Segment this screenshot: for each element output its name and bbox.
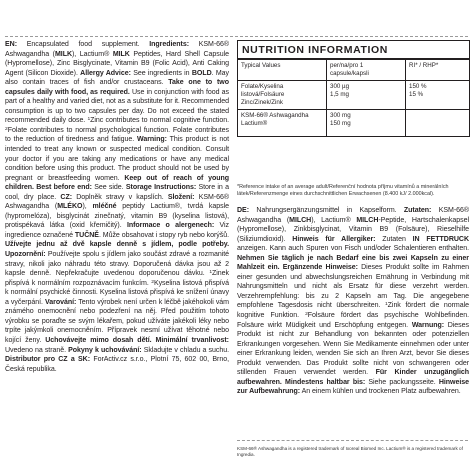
value-lactium: 150 mg xyxy=(330,120,351,127)
top-divider xyxy=(5,36,468,37)
nutrition-header-per-capsule: per/na/pro 1 capsule/kapsli xyxy=(327,60,406,80)
label-text-de xyxy=(237,206,469,397)
nutrient-ashwagandha: KSM-66® Ashwagandha xyxy=(241,112,309,119)
ri-folate: 150 % xyxy=(409,83,427,90)
nutrition-title: NUTRITION INFORMATION xyxy=(238,41,469,59)
label-text-en-cz xyxy=(5,40,229,374)
value-zinc: 1,5 mg xyxy=(330,91,349,98)
de-paragraph: DE: Nahrungsergänzungsmittel in Kapselform. Zutaten: KSM-66® Ashwagandha (MILCH), Lactium® MILCH-Peptide, Hartschalenkapsel (Hypromellose), Zinkbisglycinat, Vitamin B9 (Folsäure), Rieselhilfe (Siliziumdioxid). Hinweis für Allergiker: Zutaten IN FETTDRUCK anzeigen. Kann auch Spuren von Fisch und/oder Schalentieren enthalten. Nehmen Sie täglich je nach Bedarf eine bis zwei Kapseln zu einer Mahlzeit ein. Ergänzende Hinweise: Dieses Produkt sollte im Rahmen einer gesunden und abwechslungsreichen Ernährung in Verbindung mit Nahrungsmitteln und nicht als Ersatz für diese verzehrt werden. Verzehrempfehlung: bis zu 2 Kapseln am Tag. Die angegebene empfohlene Tagesdosis nicht überschreiten. $^1$Zink fördert die normale kognitive Funktion. $^2$Folsäure fördert das psychische Wohlbefinden. Folsäure wirkt Müdigkeit und Erschöpfung entgegen. Warnung: Dieses Produkt ist nicht zur Behandlung von bekannten oder potenziellen Erkrankungen vorgesehen. Wenn Sie Medikamente einnehmen oder unter einer Erkrankung leiden, wenden Sie sich an Ihren Arzt, bevor Sie dieses Produkt verwenden. Das Produkt sollte nicht von schwangeren oder stillenden Frauen verwendet werden. Für Kinder unzugänglich aufbewahren. Mindestens haltbar bis: Siehe packungsseite. Hinweise zur Aufbewahrung: An einem kühlen und trockenen Platz aufbewahren. xyxy=(237,207,469,396)
trademark-notice: KSM-66® Ashwagandha is a registered trademark of Ixoreal Biomed Inc. Lactium® is a registered trademark of Ingredia. xyxy=(237,446,463,457)
nutrition-row-actives xyxy=(238,109,469,136)
nutrition-header-row xyxy=(238,59,469,80)
nutrition-row-vitamins xyxy=(238,80,469,109)
nutrition-header-typical: Typical Values xyxy=(238,60,327,80)
value-folate: 300 µg xyxy=(330,83,350,90)
nutrient-folate: Folate/Kyselina listová/Folsäure xyxy=(241,83,285,98)
value-ashwagandha: 300 mg xyxy=(330,112,351,119)
ri-zinc: 15 % xyxy=(409,91,424,98)
ri-actives xyxy=(406,110,469,136)
nutrient-zinc: Zinc/Zinek/Zink xyxy=(241,99,283,106)
bottom-divider xyxy=(237,440,468,441)
nutrition-table xyxy=(237,40,470,137)
en-paragraph: EN: Encapsulated food supplement. Ingredients: KSM-66® Ashwagandha (MILK), Lactium® MILK Peptides, Hard Shell Capsule (Hypromellose), Zinc Bisglycinate, Vitamin B9 (Folic Acid), Anti Caking Agent (Silicon Dioxide). Allergy Advice: See ingredients in BOLD. May also contain traces of fish and/or crustaceans. Take one to two capsules daily with food, as required. Use in conjunction with food as part of a healthy and varied diet, not as a substitute for it. Recommended consumption is up to two capsules per day. Do not exceed the stated recommended daily dose. $^1$Zinc contributes to normal cognitive function. $^2$Folate contributes to normal psychological function. Folate contributes to the reduction of tiredness and fatigue. Warning: This product is not intended to treat any known or suspected medical condition. Consult your doctor if you are taking any medications or have any medical condition before using this product. The product should not be used by pregnant or breastfeeding women. Keep out of reach of young children. Best before end: See side. Storage Instructions: Store in a cool, dry place. CZ: Doplněk stravy v kapslích. Složení: KSM-66® Ashwagandha (MLÉKO), mléčné peptidy Lactium®, tvrdá kapsle (hypromelóza), bisglycinát zinečnatý, vitamin B9 (kyselina listová), protispékavá látka (oxid křemičitý). Informace o alergenech: Viz ingredience označené TUČNĚ. Může obsahovat i stopy ryb nebo korýšů. Užívejte jednu až dvě kapsle denně s jídlem, podle potřeby. Upozornění: Používejte spolu s jídlem jako součást zdravé a rozmanité stravy, nikoli jako náhradu této stravy. Doporučená dávka jsou až 2 kapsle denně. Nepřekračujte uvedenou doporučenou dávku. $^1$Zinek přispívá k normálním rozpoznávacím funkcím. $^2$Kyselina listová přispívá k normální psychické činnosti. Kyselina listová přispívá ke snížení únavy a vyčerpání. Varování: Tento výrobek není určen k léčbě jakéhokoli vám známého onemocnění nebo podezření na něj. Před použitím tohoto výrobku se poraďte se svým lékařem, pokud užíváte jakékoli léky nebo trpíte jakýmkoli onemocněním. Přípravek nesmí užívat těhotné nebo kojící ženy. Uchovávejte mimo dosah dětí. Minimální trvanlivost: Uvedeno na straně. Pokyny k uchovávání: Skladujte v chladu a suchu. Distributor pro CZ a SK: ForActiv.cz s.r.o., Plotní 75, 602 00, Brno, Česká republika. xyxy=(5,41,230,373)
nutrient-lactium: Lactium® xyxy=(241,120,268,127)
nutrition-header-ri: RI* / RHP* xyxy=(409,62,439,69)
nutrition-footnote: *Reference intake of an average adult/Referenční hodnota příjmu vitamínů a minerálních látek/Referenzmenge eines durchschnittlichen Erwachsenen (8.400 kJ/ 2.000kcal). xyxy=(237,184,449,197)
